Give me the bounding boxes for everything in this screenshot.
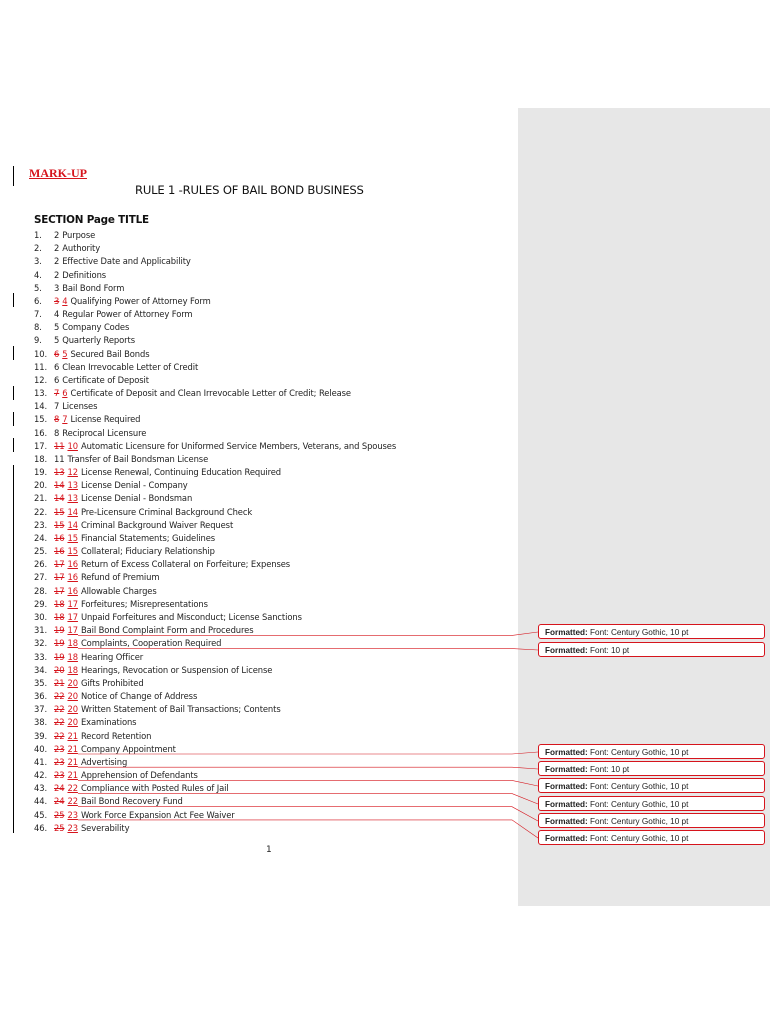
formatting-balloon[interactable] bbox=[538, 778, 765, 793]
toc-number: 43. bbox=[34, 783, 48, 794]
toc-number: 36. bbox=[34, 691, 48, 702]
toc-title: Transfer of Bail Bondsman License bbox=[67, 453, 209, 464]
toc-entry[interactable] bbox=[34, 295, 514, 308]
inserted-page-number: 18 bbox=[67, 651, 78, 662]
toc-number: 15. bbox=[34, 414, 48, 425]
toc-number: 8. bbox=[34, 322, 42, 333]
toc-page-number: 11 bbox=[54, 453, 65, 464]
page-number: 1 bbox=[266, 845, 272, 855]
formatting-balloon[interactable] bbox=[538, 813, 765, 828]
inserted-page-number: 12 bbox=[67, 467, 78, 478]
deleted-page-number: 15 bbox=[54, 506, 65, 517]
toc-number: 3. bbox=[34, 256, 42, 267]
change-bar bbox=[13, 386, 14, 400]
deleted-page-number: 22 bbox=[54, 704, 65, 715]
deleted-page-number: 17 bbox=[54, 572, 65, 583]
toc-number: 18. bbox=[34, 453, 48, 464]
deleted-page-number: 16 bbox=[54, 532, 65, 543]
toc-entry[interactable] bbox=[34, 282, 514, 295]
balloon-detail: Font: Century Gothic, 10 pt bbox=[590, 782, 689, 791]
toc-number: 6. bbox=[34, 295, 42, 306]
toc-number: 27. bbox=[34, 572, 48, 583]
deleted-page-number: 17 bbox=[54, 585, 65, 596]
toc-entry[interactable] bbox=[34, 506, 514, 519]
inserted-page-number: 7 bbox=[62, 414, 68, 425]
deleted-page-number: 11 bbox=[54, 440, 65, 451]
toc-entry[interactable] bbox=[34, 466, 514, 479]
toc-title: Authority bbox=[62, 243, 101, 254]
deleted-page-number: 18 bbox=[54, 598, 65, 609]
balloon-label: Formatted: bbox=[545, 782, 588, 791]
deleted-page-number: 14 bbox=[54, 493, 65, 504]
inserted-page-number: 20 bbox=[67, 717, 78, 728]
toc-title: Definitions bbox=[62, 269, 107, 280]
inserted-page-number: 14 bbox=[67, 519, 78, 530]
toc-number: 24. bbox=[34, 532, 48, 543]
toc-number: 25. bbox=[34, 546, 48, 557]
toc-number: 12. bbox=[34, 374, 48, 385]
balloon-detail: Font: Century Gothic, 10 pt bbox=[590, 817, 689, 826]
deleted-page-number: 17 bbox=[54, 559, 65, 570]
toc-entry[interactable] bbox=[34, 308, 514, 321]
toc-entry[interactable] bbox=[34, 387, 514, 400]
toc-entry[interactable] bbox=[34, 558, 514, 571]
toc-number: 32. bbox=[34, 638, 48, 649]
toc-entry[interactable] bbox=[34, 400, 514, 413]
toc-page-number: 2 bbox=[54, 243, 60, 254]
inserted-page-number: 15 bbox=[67, 532, 78, 543]
toc-number: 30. bbox=[34, 611, 48, 622]
deleted-page-number: 19 bbox=[54, 625, 65, 636]
toc-number: 13. bbox=[34, 388, 48, 399]
toc-entry[interactable] bbox=[34, 255, 514, 268]
toc-entry[interactable] bbox=[34, 492, 514, 505]
toc-number: 2. bbox=[34, 243, 42, 254]
toc-number: 7. bbox=[34, 309, 42, 320]
balloon-detail: Font: Century Gothic, 10 pt bbox=[590, 834, 689, 843]
toc-title: Certificate of Deposit and Clean Irrevocable Letter of Credit; Release bbox=[70, 388, 351, 399]
balloon-detail: Font: 10 pt bbox=[590, 765, 630, 774]
deleted-page-number: 19 bbox=[54, 638, 65, 649]
deleted-page-number: 15 bbox=[54, 519, 65, 530]
toc-entry[interactable] bbox=[34, 809, 514, 822]
toc-title: Bail Bond Form bbox=[62, 282, 125, 293]
toc-entry[interactable] bbox=[34, 651, 514, 664]
change-bar bbox=[13, 438, 14, 452]
deleted-page-number: 25 bbox=[54, 822, 65, 833]
toc-title: Clean Irrevocable Letter of Credit bbox=[62, 361, 199, 372]
toc-page-number: 8 bbox=[54, 427, 60, 438]
formatting-balloon[interactable] bbox=[538, 761, 765, 776]
toc-entry[interactable] bbox=[34, 348, 514, 361]
toc-title: Complaints, Cooperation Required bbox=[80, 638, 222, 649]
inserted-page-number: 21 bbox=[67, 756, 78, 767]
deleted-page-number: 22 bbox=[54, 717, 65, 728]
inserted-page-number: 17 bbox=[67, 598, 78, 609]
toc-title: Pre-Licensure Criminal Background Check bbox=[80, 506, 253, 517]
toc-title: Allowable Charges bbox=[80, 585, 157, 596]
inserted-page-number: 13 bbox=[67, 493, 78, 504]
balloon-label: Formatted: bbox=[545, 765, 588, 774]
toc-title: Collateral; Fiduciary Relationship bbox=[80, 546, 215, 557]
toc-title: Forfeitures; Misrepresentations bbox=[80, 598, 208, 609]
toc-title: License Required bbox=[70, 414, 141, 425]
toc-title: Written Statement of Bail Transactions; Contents bbox=[80, 704, 281, 715]
toc-title: License Denial - Company bbox=[80, 480, 188, 491]
toc-number: 31. bbox=[34, 625, 48, 636]
inserted-page-number: 6 bbox=[62, 388, 68, 399]
table-of-contents bbox=[34, 229, 514, 835]
inserted-page-number: 21 bbox=[67, 730, 78, 741]
inserted-page-number: 16 bbox=[67, 559, 78, 570]
deleted-page-number: 23 bbox=[54, 743, 65, 754]
deleted-page-number: 7 bbox=[54, 388, 60, 399]
deleted-page-number: 18 bbox=[54, 611, 65, 622]
change-bar bbox=[13, 465, 14, 833]
deleted-page-number: 24 bbox=[54, 783, 65, 794]
balloon-label: Formatted: bbox=[545, 817, 588, 826]
toc-number: 21. bbox=[34, 493, 48, 504]
toc-title: Return of Excess Collateral on Forfeiture; Expenses bbox=[80, 559, 291, 570]
formatting-balloon[interactable] bbox=[538, 830, 765, 845]
deleted-page-number: 14 bbox=[54, 480, 65, 491]
toc-number: 9. bbox=[34, 335, 42, 346]
toc-number: 10. bbox=[34, 348, 48, 359]
toc-entry[interactable] bbox=[34, 545, 514, 558]
toc-page-number: 6 bbox=[54, 374, 60, 385]
toc-number: 4. bbox=[34, 269, 42, 280]
toc-number: 44. bbox=[34, 796, 48, 807]
toc-entry[interactable] bbox=[34, 532, 514, 545]
toc-number: 45. bbox=[34, 809, 48, 820]
toc-number: 46. bbox=[34, 822, 48, 833]
toc-entry[interactable] bbox=[34, 374, 514, 387]
inserted-page-number: 20 bbox=[67, 704, 78, 715]
deleted-page-number: 22 bbox=[54, 730, 65, 741]
toc-number: 17. bbox=[34, 440, 48, 451]
inserted-page-number: 22 bbox=[67, 796, 78, 807]
inserted-page-number: 20 bbox=[67, 691, 78, 702]
toc-entry[interactable] bbox=[34, 229, 514, 242]
deleted-page-number: 24 bbox=[54, 796, 65, 807]
toc-number: 38. bbox=[34, 717, 48, 728]
toc-page-number: 5 bbox=[54, 322, 60, 333]
toc-entry[interactable] bbox=[34, 571, 514, 584]
toc-number: 35. bbox=[34, 677, 48, 688]
change-bar bbox=[13, 166, 14, 186]
toc-entry[interactable] bbox=[34, 664, 514, 677]
balloon-detail: Font: Century Gothic, 10 pt bbox=[590, 800, 689, 809]
toc-title: Compliance with Posted Rules of Jail bbox=[80, 783, 229, 794]
toc-entry[interactable] bbox=[34, 677, 514, 690]
toc-entry[interactable] bbox=[34, 453, 514, 466]
deleted-page-number: 8 bbox=[54, 414, 60, 425]
formatting-balloon[interactable] bbox=[538, 796, 765, 811]
toc-number: 11. bbox=[34, 361, 48, 372]
toc-page-number: 2 bbox=[54, 230, 60, 240]
toc-title: Hearing Officer bbox=[80, 651, 144, 662]
toc-number: 39. bbox=[34, 730, 48, 741]
balloon-detail: Font: 10 pt bbox=[590, 646, 630, 655]
balloon-label: Formatted: bbox=[545, 628, 588, 637]
balloon-label: Formatted: bbox=[545, 834, 588, 843]
toc-entry[interactable] bbox=[34, 611, 514, 624]
inserted-page-number: 20 bbox=[67, 677, 78, 688]
toc-title: Regular Power of Attorney Form bbox=[62, 309, 193, 320]
inserted-page-number: 23 bbox=[67, 822, 78, 833]
toc-entry[interactable] bbox=[34, 321, 514, 334]
inserted-page-number: 10 bbox=[67, 440, 78, 451]
toc-entry[interactable] bbox=[34, 637, 514, 650]
toc-title: Gifts Prohibited bbox=[80, 677, 144, 688]
toc-title: Apprehension of Defendants bbox=[80, 770, 198, 781]
toc-entry[interactable] bbox=[34, 769, 514, 782]
document-title: RULE 1 -RULES OF BAIL BOND BUSINESS bbox=[135, 183, 364, 197]
toc-entry[interactable] bbox=[34, 690, 514, 703]
toc-number: 33. bbox=[34, 651, 48, 662]
toc-title: Criminal Background Waiver Request bbox=[80, 519, 234, 530]
deleted-page-number: 22 bbox=[54, 691, 65, 702]
toc-number: 28. bbox=[34, 585, 48, 596]
toc-page-number: 6 bbox=[54, 361, 60, 372]
balloon-label: Formatted: bbox=[545, 748, 588, 757]
inserted-page-number: 17 bbox=[67, 611, 78, 622]
toc-number: 1. bbox=[34, 230, 42, 240]
deleted-page-number: 21 bbox=[54, 677, 65, 688]
inserted-page-number: 5 bbox=[62, 348, 68, 359]
change-bar bbox=[13, 412, 14, 426]
toc-title: Hearings, Revocation or Suspension of License bbox=[80, 664, 273, 675]
toc-page-number: 2 bbox=[54, 269, 60, 280]
toc-entry[interactable] bbox=[34, 743, 514, 756]
change-bar bbox=[13, 346, 14, 360]
toc-entry[interactable] bbox=[34, 703, 514, 716]
toc-entry[interactable] bbox=[34, 519, 514, 532]
inserted-page-number: 13 bbox=[67, 480, 78, 491]
toc-page-number: 5 bbox=[54, 335, 60, 346]
toc-entry[interactable] bbox=[34, 598, 514, 611]
deleted-page-number: 19 bbox=[54, 651, 65, 662]
toc-title: Refund of Premium bbox=[80, 572, 160, 583]
toc-entry[interactable] bbox=[34, 242, 514, 255]
inserted-page-number: 15 bbox=[67, 546, 78, 557]
toc-number: 37. bbox=[34, 704, 48, 715]
formatting-balloon[interactable] bbox=[538, 744, 765, 759]
toc-title: Notice of Change of Address bbox=[80, 691, 198, 702]
toc-entry[interactable] bbox=[34, 585, 514, 598]
balloon-label: Formatted: bbox=[545, 800, 588, 809]
toc-number: 34. bbox=[34, 664, 48, 675]
toc-number: 16. bbox=[34, 427, 48, 438]
deleted-page-number: 25 bbox=[54, 809, 65, 820]
inserted-page-number: 18 bbox=[67, 664, 78, 675]
inserted-page-number: 14 bbox=[67, 506, 78, 517]
toc-number: 22. bbox=[34, 506, 48, 517]
section-heading: SECTION Page TITLE bbox=[34, 214, 149, 226]
toc-title: Company Codes bbox=[62, 322, 130, 333]
toc-title: Effective Date and Applicability bbox=[62, 256, 191, 267]
toc-entry[interactable] bbox=[34, 822, 514, 835]
toc-title: Licenses bbox=[62, 401, 98, 412]
deleted-page-number: 6 bbox=[54, 348, 60, 359]
toc-title: Secured Bail Bonds bbox=[70, 348, 150, 359]
toc-entry[interactable] bbox=[34, 269, 514, 282]
toc-number: 23. bbox=[34, 519, 48, 530]
toc-number: 5. bbox=[34, 282, 42, 293]
toc-page-number: 2 bbox=[54, 256, 60, 267]
toc-entry[interactable] bbox=[34, 334, 514, 347]
toc-title: Qualifying Power of Attorney Form bbox=[70, 295, 211, 306]
toc-entry[interactable] bbox=[34, 795, 514, 808]
toc-entry[interactable] bbox=[34, 440, 514, 453]
toc-title: Work Force Expansion Act Fee Waiver bbox=[80, 809, 235, 820]
balloon-detail: Font: Century Gothic, 10 pt bbox=[590, 748, 689, 757]
toc-title: License Renewal, Continuing Education Required bbox=[80, 467, 282, 478]
toc-entry[interactable] bbox=[34, 624, 514, 637]
toc-title: Advertising bbox=[80, 756, 128, 767]
change-bar bbox=[13, 293, 14, 307]
toc-entry[interactable] bbox=[34, 730, 514, 743]
toc-title: Company Appointment bbox=[80, 743, 176, 754]
toc-number: 42. bbox=[34, 770, 48, 781]
toc-page-number: 3 bbox=[54, 282, 60, 293]
deleted-page-number: 20 bbox=[54, 664, 65, 675]
toc-title: Reciprocal Licensure bbox=[62, 427, 147, 438]
toc-number: 19. bbox=[34, 467, 48, 478]
toc-entry[interactable] bbox=[34, 782, 514, 795]
toc-title: Quarterly Reports bbox=[62, 335, 135, 346]
inserted-page-number: 17 bbox=[67, 625, 78, 636]
inserted-page-number: 16 bbox=[67, 572, 78, 583]
deleted-page-number: 16 bbox=[54, 546, 65, 557]
toc-number: 14. bbox=[34, 401, 48, 412]
formatting-balloon[interactable] bbox=[538, 624, 765, 639]
markup-label: MARK-UP bbox=[29, 166, 87, 180]
toc-entry[interactable] bbox=[34, 413, 514, 426]
toc-number: 41. bbox=[34, 756, 48, 767]
balloon-label: Formatted: bbox=[545, 646, 588, 655]
toc-title: Certificate of Deposit bbox=[62, 374, 149, 385]
toc-title: Automatic Licensure for Uniformed Service Members, Veterans, and Spouses bbox=[80, 440, 397, 451]
toc-entry[interactable] bbox=[34, 361, 514, 374]
deleted-page-number: 23 bbox=[54, 770, 65, 781]
toc-number: 26. bbox=[34, 559, 48, 570]
deleted-page-number: 13 bbox=[54, 467, 65, 478]
toc-number: 20. bbox=[34, 480, 48, 491]
toc-title: Financial Statements; Guidelines bbox=[80, 532, 216, 543]
deleted-page-number: 23 bbox=[54, 756, 65, 767]
inserted-page-number: 21 bbox=[67, 770, 78, 781]
toc-entry[interactable] bbox=[34, 479, 514, 492]
inserted-page-number: 21 bbox=[67, 743, 78, 754]
toc-title: Unpaid Forfeitures and Misconduct; License Sanctions bbox=[80, 611, 302, 622]
toc-title: Bail Bond Complaint Form and Procedures bbox=[80, 625, 254, 636]
toc-title: Record Retention bbox=[80, 730, 152, 741]
toc-title: Examinations bbox=[80, 717, 137, 728]
inserted-page-number: 4 bbox=[62, 295, 68, 306]
toc-entry[interactable] bbox=[34, 756, 514, 769]
toc-number: 29. bbox=[34, 598, 48, 609]
balloon-detail: Font: Century Gothic, 10 pt bbox=[590, 628, 689, 637]
toc-entry[interactable] bbox=[34, 427, 514, 440]
toc-title: Severability bbox=[80, 822, 130, 833]
toc-title: Purpose bbox=[62, 230, 96, 240]
inserted-page-number: 18 bbox=[67, 638, 78, 649]
toc-title: License Denial - Bondsman bbox=[80, 493, 193, 504]
inserted-page-number: 16 bbox=[67, 585, 78, 596]
toc-page-number: 7 bbox=[54, 401, 60, 412]
toc-title: Bail Bond Recovery Fund bbox=[80, 796, 183, 807]
deleted-page-number: 3 bbox=[54, 295, 60, 306]
inserted-page-number: 23 bbox=[67, 809, 78, 820]
toc-entry[interactable] bbox=[34, 716, 514, 729]
inserted-page-number: 22 bbox=[67, 783, 78, 794]
toc-number: 40. bbox=[34, 743, 48, 754]
formatting-balloon[interactable] bbox=[538, 642, 765, 657]
toc-page-number: 4 bbox=[54, 309, 60, 320]
